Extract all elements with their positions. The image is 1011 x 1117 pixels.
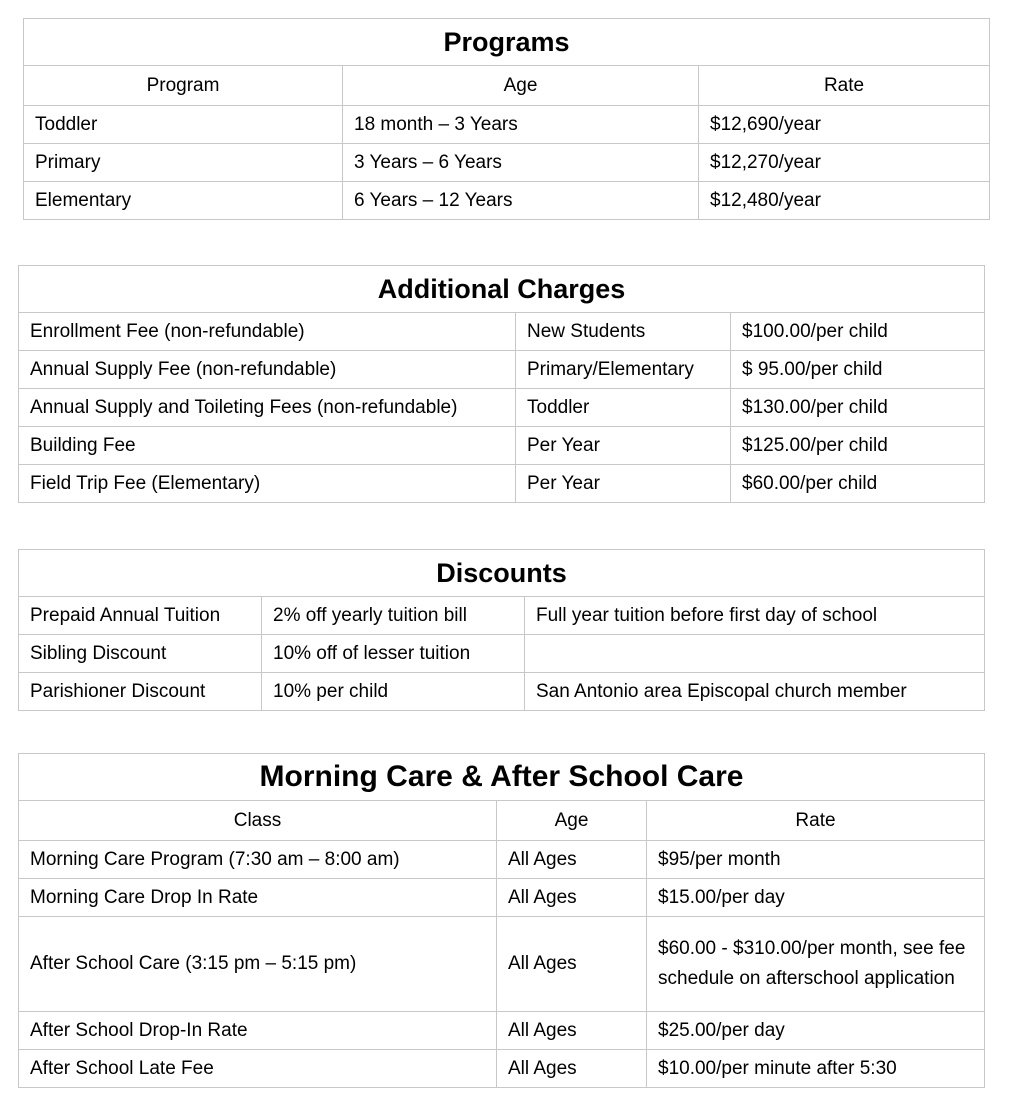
charge-amount: $125.00/per child: [731, 427, 985, 465]
table-row: [19, 635, 985, 673]
discounts-table: [18, 549, 985, 711]
programs-table: [23, 18, 990, 220]
table-row: [19, 673, 985, 711]
care-age: All Ages: [497, 1050, 647, 1088]
charge-amount: $130.00/per child: [731, 389, 985, 427]
care-rate: $60.00 - $310.00/per month, see fee schedule on afterschool application: [647, 917, 985, 1012]
discount-name: Parishioner Discount: [19, 673, 262, 711]
care-age: All Ages: [497, 841, 647, 879]
table-row: [19, 841, 985, 879]
charge-amount: $60.00/per child: [731, 465, 985, 503]
programs-title: Programs: [24, 19, 990, 66]
table-row: [24, 106, 990, 144]
table-row: [19, 427, 985, 465]
care-age: All Ages: [497, 917, 647, 1012]
discount-amount: 10% per child: [262, 673, 525, 711]
discount-condition: Full year tuition before first day of school: [525, 597, 985, 635]
care-rate: $25.00/per day: [647, 1012, 985, 1050]
care-title: Morning Care & After School Care: [19, 754, 985, 801]
care-class: Morning Care Drop In Rate: [19, 879, 497, 917]
program-rate: $12,270/year: [699, 144, 990, 182]
charge-amount: $ 95.00/per child: [731, 351, 985, 389]
table-row: [19, 313, 985, 351]
table-row: [19, 1012, 985, 1050]
column-header-rate: Rate: [647, 801, 985, 841]
charge-name: Building Fee: [19, 427, 516, 465]
program-rate: $12,480/year: [699, 182, 990, 220]
care-class: Morning Care Program (7:30 am – 8:00 am): [19, 841, 497, 879]
table-row: [19, 351, 985, 389]
charge-name: Enrollment Fee (non-refundable): [19, 313, 516, 351]
table-row: [19, 465, 985, 503]
program-name: Primary: [24, 144, 343, 182]
program-age: 18 month – 3 Years: [343, 106, 699, 144]
table-row: [24, 182, 990, 220]
charge-name: Field Trip Fee (Elementary): [19, 465, 516, 503]
additional-charges-title: Additional Charges: [19, 266, 985, 313]
charge-applies-to: Per Year: [516, 465, 731, 503]
table-row: [19, 1050, 985, 1088]
column-header-program: Program: [24, 66, 343, 106]
care-rate: $95/per month: [647, 841, 985, 879]
charge-applies-to: Toddler: [516, 389, 731, 427]
care-table: [18, 753, 985, 1088]
care-class: After School Late Fee: [19, 1050, 497, 1088]
program-name: Toddler: [24, 106, 343, 144]
care-rate: $10.00/per minute after 5:30: [647, 1050, 985, 1088]
charge-name: Annual Supply Fee (non-refundable): [19, 351, 516, 389]
discount-condition: [525, 635, 985, 673]
program-name: Elementary: [24, 182, 343, 220]
charge-applies-to: Per Year: [516, 427, 731, 465]
care-age: All Ages: [497, 879, 647, 917]
charge-name: Annual Supply and Toileting Fees (non-refundable): [19, 389, 516, 427]
table-row: [19, 917, 985, 1012]
table-row: [19, 389, 985, 427]
table-row: [19, 597, 985, 635]
column-header-class: Class: [19, 801, 497, 841]
care-age: All Ages: [497, 1012, 647, 1050]
charge-applies-to: New Students: [516, 313, 731, 351]
column-header-age: Age: [497, 801, 647, 841]
discount-amount: 2% off yearly tuition bill: [262, 597, 525, 635]
table-row: [19, 879, 985, 917]
charge-amount: $100.00/per child: [731, 313, 985, 351]
discount-amount: 10% off of lesser tuition: [262, 635, 525, 673]
care-rate: $15.00/per day: [647, 879, 985, 917]
program-age: 3 Years – 6 Years: [343, 144, 699, 182]
discount-condition: San Antonio area Episcopal church member: [525, 673, 985, 711]
discount-name: Sibling Discount: [19, 635, 262, 673]
program-rate: $12,690/year: [699, 106, 990, 144]
care-class: After School Care (3:15 pm – 5:15 pm): [19, 917, 497, 1012]
additional-charges-table: [18, 265, 985, 503]
column-header-rate: Rate: [699, 66, 990, 106]
charge-applies-to: Primary/Elementary: [516, 351, 731, 389]
care-class: After School Drop-In Rate: [19, 1012, 497, 1050]
discount-name: Prepaid Annual Tuition: [19, 597, 262, 635]
discounts-title: Discounts: [19, 550, 985, 597]
column-header-age: Age: [343, 66, 699, 106]
program-age: 6 Years – 12 Years: [343, 182, 699, 220]
table-row: [24, 144, 990, 182]
